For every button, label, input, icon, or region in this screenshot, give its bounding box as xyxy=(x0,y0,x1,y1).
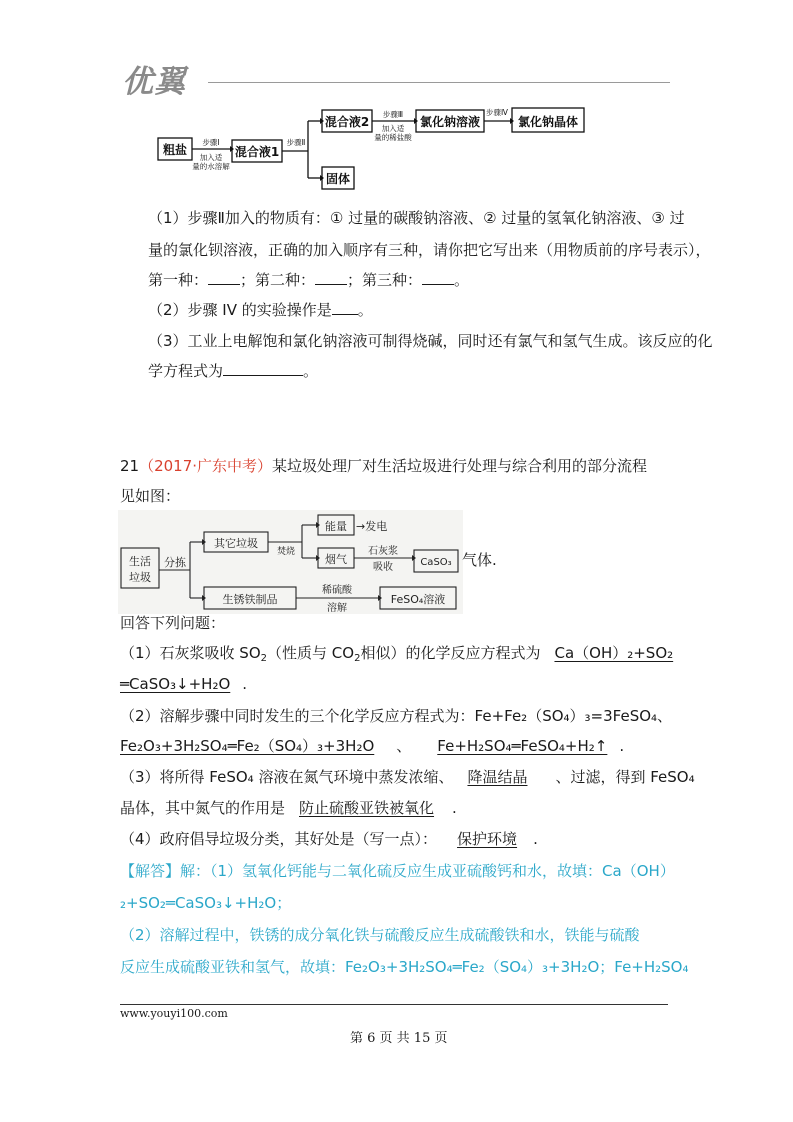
label-smoke: 烟气 xyxy=(325,553,347,566)
solution-line1 xyxy=(120,861,675,881)
answer-prompt: 回答下列问题： xyxy=(120,614,226,632)
label-step3-note2: 量的稀盐酸 xyxy=(374,133,412,142)
third-order-label: ；第三种： xyxy=(347,271,423,289)
label-burn: 焚烧 xyxy=(276,547,296,557)
line-end: 。 xyxy=(454,271,470,289)
label-mixture2: 混合液2 xyxy=(324,115,370,129)
footer-divider xyxy=(120,1004,668,1005)
a2-answer1: Fe₂O₃+3H₂SO₄═Fe₂（SO₄）₃+3H₂O xyxy=(120,737,375,755)
label-domestic2: 垃圾 xyxy=(129,571,151,584)
q20-part3-end: 。 xyxy=(303,362,319,380)
logo: 优翼 xyxy=(122,64,186,100)
header-divider xyxy=(208,82,670,83)
q21-stem-line1 xyxy=(120,456,647,476)
label-domestic1: 生活 xyxy=(129,555,151,568)
waste-flow-diagram xyxy=(118,510,463,614)
a4-answer: 保护环境 xyxy=(457,830,518,848)
a1-post: 相似）的化学反应方程式为 xyxy=(360,644,541,662)
a2-line1: （2）溶解步骤中同时发生的三个化学反应方程式为：Fe+Fe₂（SO₄）₃=3FeSO₄、 xyxy=(120,707,673,725)
solution1-a: 解：（1）氢氧化钙能与二氧化硫反应生成亚硫酸钙和水，故填：Ca（OH） xyxy=(180,862,675,880)
label-acid: 稀硫酸 xyxy=(322,585,352,596)
a2-separator: 、 xyxy=(396,737,412,755)
label-solid: 固体 xyxy=(325,172,351,186)
second-order-blank xyxy=(315,270,347,285)
q20-part2-end: 。 xyxy=(357,301,373,319)
a1-line1: （1）石灰浆吸收 $SO_2$（性质与 $CO_2$相似）的化学反应方程式为 Ca（OH）₂+SO₂ xyxy=(120,644,674,664)
a2-answer2: Fe+H₂SO₄═FeSO₄+H₂↑ xyxy=(437,737,608,755)
q20-part1-line1: （1）步骤Ⅱ加入的物质有：① 过量的碳酸钠溶液、② 过量的氢氧化钠溶液、③ 过 xyxy=(148,209,685,227)
label-step3: 步骤Ⅲ xyxy=(382,110,404,119)
label-step3-note1: 加入适 xyxy=(381,124,405,133)
solution-tag: 【解答】 xyxy=(120,862,181,880)
third-order-blank xyxy=(422,270,454,285)
salt-flow-diagram xyxy=(150,100,590,202)
a4-pre: （4）政府倡导垃圾分类，其好处是（写一点）： xyxy=(120,830,438,848)
a3-pre: （3）将所得 FeSO₄ 溶液在氮气环境中蒸发浓缩、 xyxy=(120,768,454,786)
a1-mid: （性质与 CO xyxy=(267,644,355,662)
a3-answer2: 防止硫酸亚铁被氧化 xyxy=(299,799,435,817)
a4-end: . xyxy=(533,830,538,848)
label-nacl-solution: 氯化钠溶液 xyxy=(419,115,481,129)
q20-part3-blank xyxy=(223,361,303,376)
label-step4: 步骤Ⅳ xyxy=(486,108,508,117)
a3-mid: 、过滤，得到 FeSO₄ xyxy=(555,768,695,786)
page-number: 第 6 页 共 15 页 xyxy=(350,1031,448,1046)
q20-part2-blank xyxy=(332,300,358,315)
a2-line2 xyxy=(120,736,624,756)
a1-answer-part1: Ca（OH）₂+SO₂ xyxy=(554,644,674,662)
label-power: →发电 xyxy=(356,520,388,533)
a3-line1 xyxy=(120,767,695,787)
solution-line2: ₂+SO₂═CaSO₃↓+H₂O； xyxy=(120,894,292,912)
a4-line xyxy=(120,829,538,849)
q21-stem-line2: 见如图： xyxy=(120,487,181,505)
a3-line2 xyxy=(120,798,457,818)
solution-line4: 反应生成硫酸亚铁和氢气，故填：Fe₂O₃+3H₂SO₄═Fe₂（SO₄）₃+3H₂O；Fe+H₂SO₄ xyxy=(120,958,689,976)
first-order-label: 第一种： xyxy=(148,271,209,289)
label-rusty-iron: 生锈铁制品 xyxy=(222,593,278,606)
q21-source: （2017·广东中考） xyxy=(139,457,273,475)
label-step1-note1: 加入适 xyxy=(199,153,223,162)
q20-part2-text: （2）步骤 IV 的实验操作是 xyxy=(148,301,332,319)
label-step2: 步骤Ⅱ xyxy=(286,138,306,147)
label-step1: 步骤Ⅰ xyxy=(202,138,220,147)
label-step1-note2: 量的水溶解 xyxy=(192,162,230,171)
label-nacl-crystal: 氯化钠晶体 xyxy=(517,115,579,129)
label-sort: 分拣 xyxy=(164,556,186,569)
label-absorb: 吸收 xyxy=(373,562,393,573)
solution-line3: （2）溶解过程中，铁锈的成分氧化铁与硫酸反应生成硫酸铁和水，铁能与硫酸 xyxy=(120,926,640,944)
q20-part3-line2 xyxy=(148,361,318,381)
a3-end: . xyxy=(452,799,457,817)
first-order-blank xyxy=(208,270,240,285)
q20-part3-text: 学方程式为 xyxy=(148,362,224,380)
label-energy: 能量 xyxy=(325,520,347,533)
label-other-waste: 其它垃圾 xyxy=(214,537,258,550)
label-mixture1: 混合液1 xyxy=(234,145,280,159)
a1-end: . xyxy=(242,675,248,693)
q20-part1-line3 xyxy=(148,270,469,290)
a1-line2 xyxy=(120,674,247,694)
footer-url[interactable]: www.youyi100.com xyxy=(120,1007,228,1020)
a3-line2-text: 晶体，其中氮气的作用是 xyxy=(120,799,286,817)
q21-number: 21 xyxy=(120,457,140,475)
label-feso4-solution: FeSO₄溶液 xyxy=(390,593,446,606)
a1-pre: （1）石灰浆吸收 SO xyxy=(120,644,261,662)
q20-part2 xyxy=(148,300,373,320)
label-lime: 石灰浆 xyxy=(368,546,398,557)
a2-end: . xyxy=(619,737,625,755)
second-order-label: ；第二种： xyxy=(240,271,316,289)
a1-answer-part2: ═CaSO₃↓+H₂O xyxy=(120,675,231,693)
label-coarse-salt: 粗盐 xyxy=(162,143,188,157)
gas-text: 气体. xyxy=(462,551,497,569)
a3-answer1: 降温结晶 xyxy=(467,768,528,786)
label-dissolve: 溶解 xyxy=(327,603,347,614)
q21-stem-text: 某垃圾处理厂对生活垃圾进行处理与综合利用的部分流程 xyxy=(272,457,648,475)
q20-part3-line1: （3）工业上电解饱和氯化钠溶液可制得烧碱，同时还有氯气和氢气生成。该反应的化 xyxy=(148,332,713,350)
label-caso3: CaSO₃ xyxy=(420,557,452,568)
q20-part1-line2: 量的氯化钡溶液，正确的加入顺序有三种，请你把它写出来（用物质前的序号表示）， xyxy=(148,241,711,259)
